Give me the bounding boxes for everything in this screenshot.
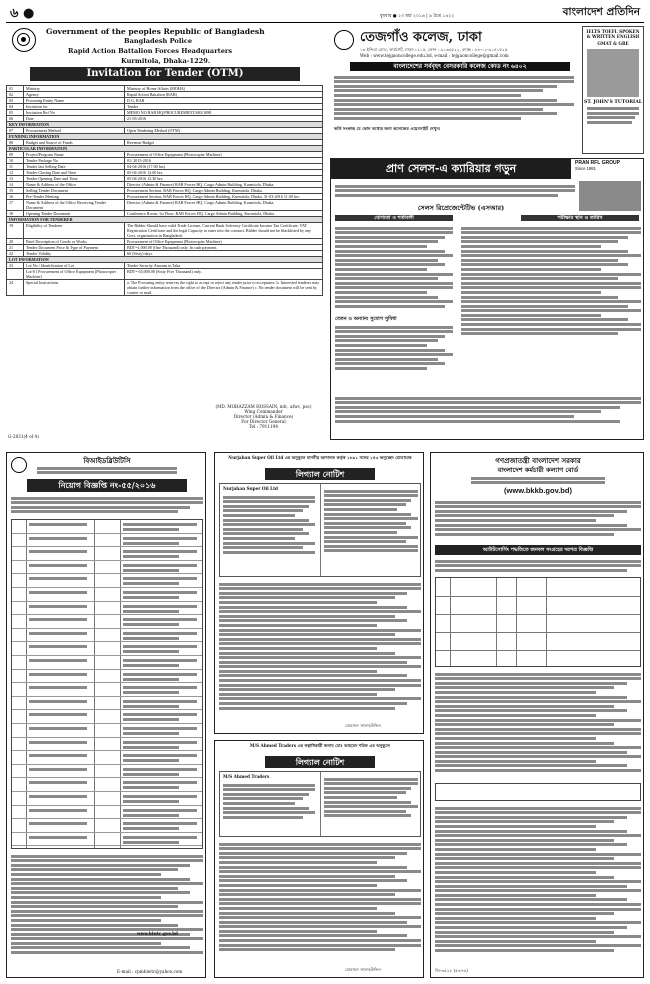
- row-number: 04: [7, 104, 24, 110]
- pran-venues: [461, 225, 641, 337]
- bkkb-ref: জি-৩৫২৮ (৫৩৭৬): [435, 968, 468, 973]
- row-number: 10: [7, 158, 24, 164]
- pran-title: প্রাণ সেলস-এ ক্যারিয়ার গড়ুন: [331, 159, 571, 179]
- table-row: [12, 724, 202, 738]
- section-label: KEY INFORMATION: [7, 122, 323, 128]
- table-row: [12, 697, 202, 711]
- row-label: Tender Opening Date and Time: [24, 176, 125, 182]
- ahmed-party-a: M/S Ahmed Traders: [223, 774, 270, 779]
- pran-col-qualification: যোগ্যতা ও শর্তাবলী: [335, 215, 453, 221]
- table-row: [12, 738, 202, 752]
- pran-position: সেলস রিপ্রেজেন্টেটিভ (এসআর): [417, 204, 505, 212]
- bkkb-conditions: [435, 671, 641, 774]
- table-row: [12, 547, 202, 561]
- table-row: [7, 200, 323, 211]
- college-highlight: বাংলাদেশের সর্ববৃহৎ বেসরকারি কলেজ কোড নং ৬৪০২: [350, 62, 570, 71]
- table-row: [12, 806, 202, 820]
- signatory-name: (MD. MOHAZZAM HOSSAIN, ndc, afwc, psc): [215, 404, 312, 409]
- rab-signature-block: [206, 404, 321, 429]
- row-number: [7, 269, 24, 280]
- row-number: 03: [7, 98, 24, 104]
- row-number: 20: [7, 239, 24, 245]
- emblem-icon: [13, 29, 34, 50]
- row-value: 60 (Sixty) days.: [125, 251, 323, 257]
- nurjahan-signature: মোহাম্মদ সালাহউদ্দিন: [345, 723, 381, 728]
- table-row: [12, 561, 202, 575]
- row-number: 23: [7, 263, 24, 269]
- row-value: Open Tendering Method (OTM): [125, 128, 323, 134]
- table-row: [12, 588, 202, 602]
- pran-since: Since 1981: [575, 166, 596, 172]
- table-row: [12, 683, 202, 697]
- biwtc-headline: নিয়োগ বিজ্ঞপ্তি নং-৫৫/২০১৬: [27, 479, 187, 492]
- bkkb-subtitle: আউটসোর্সিং পদ্ধতিতে জনবল সংগ্রহের দরপত্র বিজ্ঞপ্তি: [435, 545, 641, 555]
- row-label: Agency: [24, 92, 125, 98]
- tejgaon-college-ad: [330, 26, 644, 156]
- pran-logo: [575, 161, 641, 179]
- section-label: PARTICULAR INFORMATION: [7, 146, 323, 152]
- table-row: [12, 778, 202, 792]
- row-label: Pre-Tender Meeting: [24, 194, 125, 200]
- row-value: a. The Procuring entity reserves the right to accept or reject any tender prior to acceptance. b. Interested tenderer may obtain further information from the office of the Director (Admin & Finance) c. No tender document will be sent by courier or mail.: [125, 280, 323, 296]
- row-value: Director (Admin & Finance) RAB Forces HQ. Cargo Admin Building, Kurmitola, Dhaka.: [125, 182, 323, 188]
- table-row: [12, 670, 202, 684]
- biwtc-recruitment: [6, 452, 206, 978]
- tender-table: [6, 85, 323, 296]
- row-label: Name & Address of the Office Receiving Tender Document: [24, 200, 125, 211]
- section-label: FUNDING INFORMATION: [7, 134, 323, 140]
- row-value: BDT=1,000.00 (One Thousand) only. In cash payment.: [125, 245, 323, 251]
- table-row: [12, 751, 202, 765]
- biwtc-rows: [12, 520, 202, 848]
- table-row: [12, 642, 202, 656]
- table-row: [12, 792, 202, 806]
- st-johns-sub: GMAT & GRE: [597, 41, 629, 47]
- row-value: Revenue Budget: [125, 140, 323, 146]
- pran-career-ad: [330, 158, 644, 440]
- ahmed-parties: [219, 771, 421, 837]
- bkkb-para: [435, 558, 641, 573]
- table-row: [7, 269, 323, 280]
- row-label: Lot No / Identification of Lot: [24, 263, 125, 269]
- row-number: 17: [7, 200, 24, 211]
- hq-line: Rapid Action Battalion Forces Headquarters: [68, 47, 233, 55]
- row-label: Tender last Selling Date: [24, 164, 125, 170]
- rab-ref: G-2831(4 of 4): [8, 434, 39, 439]
- table-row: [12, 629, 202, 643]
- row-value: 05-04-2016 12.30 hrs.: [125, 176, 323, 182]
- row-value: Rapid Action Battalion (RAB): [125, 92, 323, 98]
- row-number: 19: [7, 223, 24, 239]
- nurjahan-legal-notice: [214, 452, 424, 734]
- gov-line: Government of the peoples Republic of Bangladesh: [46, 27, 265, 36]
- row-label: Tender Closing Date and Time: [24, 170, 125, 176]
- row-number: 08: [7, 140, 24, 146]
- table-row: [12, 615, 202, 629]
- row-label: Invitation for: [24, 104, 125, 110]
- row-label: Opening Tender Document: [24, 211, 125, 217]
- row-label: Lot-01 Procurement of Office Equipment (Photocopier Machine): [24, 269, 125, 280]
- table-row: [12, 602, 202, 616]
- table-row: [12, 534, 202, 548]
- masthead-rule: [6, 22, 644, 23]
- rab-emblem: [12, 28, 36, 52]
- nurjahan-parties: [219, 483, 421, 577]
- rab-title: Invitation for Tender (OTM): [30, 67, 300, 81]
- table-row: [12, 710, 202, 724]
- row-value: D.G, RAB: [125, 98, 323, 104]
- row-value: 01/ 2015-2016: [125, 158, 323, 164]
- bkkb-conditions-2: [435, 805, 641, 954]
- row-number: 14: [7, 182, 24, 188]
- biwtc-table: [11, 519, 203, 849]
- table-row: [12, 520, 202, 534]
- row-number: 22: [7, 251, 24, 257]
- ahmed-intro: M/S Ahmed Traders এর স্বত্বাধিকারী জনাব মোঃ আহমেদ শরিফ এর অনুকূলে: [249, 743, 391, 748]
- ahmed-legal-notice: [214, 740, 424, 978]
- row-value: Director (Admin & Finance) RAB Forces HQ. Cargo Admin Building, Kurmitola, Dhaka.: [125, 200, 323, 211]
- row-label: Tender Document Price & Type of Payment: [24, 245, 125, 251]
- biwtc-intro: [11, 495, 203, 515]
- college-logo: [334, 30, 354, 50]
- bkkb-subheader: [471, 475, 605, 486]
- row-value: 04-04-2016 (17.00 hrs): [125, 164, 323, 170]
- st-johns-tag: IELTS TOEFL SPOKEN & WRITTEN ENGLISH: [586, 29, 640, 40]
- row-value: Ministry of Home Affairs (MOHA): [125, 86, 323, 92]
- biwtc-conditions: [11, 853, 203, 956]
- row-label: Special Instructions: [24, 280, 125, 296]
- biwtc-logo: [11, 457, 27, 473]
- table-row: [12, 765, 202, 779]
- masthead-title: বাংলাদেশ প্রতিদিন: [562, 6, 640, 18]
- row-label: Name & Address of the Office: [24, 182, 125, 188]
- bkkb-web: (www.bkkb.gov.bd): [504, 486, 572, 495]
- college-title: তেজগাঁও কলেজ, ঢাকা: [360, 30, 482, 45]
- table-row: [12, 574, 202, 588]
- bkkb-table: [435, 577, 641, 667]
- row-number: 02: [7, 92, 24, 98]
- row-value: The Bidder Should have valid Trade License, Current Bank Solvency Certificate Income Tax Certificate, VAT Registration Certificate and the legal Capacity to enter into the contract. Bidder should not be blacklisted by any Govt. organization in Bangladesh.: [125, 223, 323, 239]
- row-label: Date: [24, 116, 125, 122]
- pran-group: PRAN RFL GROUP: [575, 160, 620, 166]
- signatory-rank: Wing Commander: [244, 409, 283, 415]
- section-label: LOT INFORMATION: [7, 257, 323, 263]
- rab-table: [6, 85, 323, 296]
- signatory-title: Director (Admin & Finance): [233, 414, 294, 420]
- bkkb-intro: [435, 499, 641, 537]
- row-label: Tender Validity: [24, 251, 125, 257]
- bkkb-header1: গণপ্রজাতন্ত্রী বাংলাদেশ সরকার: [495, 456, 581, 465]
- biwtc-org: বিআইডব্লিউটিসি: [83, 456, 131, 465]
- pran-col-interview: পরীক্ষার স্থান ও তারিখ: [521, 215, 639, 221]
- section-label: INFORMATION FOR TENDERER: [7, 217, 323, 223]
- row-value: MEMO NO RAB HQ/PROCUREMENT/683/1098: [125, 110, 323, 116]
- row-number: 16: [7, 194, 24, 200]
- row-label: Tender Package No: [24, 158, 125, 164]
- nurjahan-title: লিগ্যাল নোটিশ: [265, 468, 375, 480]
- row-number: 21: [7, 245, 24, 251]
- police-line: Bangladesh Police: [124, 37, 193, 45]
- ahmed-signature: মোহাম্মদ সালাহউদ্দিন: [345, 967, 381, 972]
- pran-footer: [335, 395, 641, 424]
- rab-address: Kurmitola, Dhaka-1229.: [121, 57, 211, 65]
- row-label: Eligibility of Tenderer: [24, 223, 125, 239]
- pran-intro: [335, 183, 575, 198]
- row-number: 15: [7, 188, 24, 194]
- college-body-text: [334, 74, 574, 122]
- row-number: 07: [7, 128, 24, 134]
- row-value: Procurement Section, RAB Forces HQ. Cargo Admin Building, Kurmitola, Dhaka. 31-03-2016 11.00 hrs.: [125, 194, 323, 200]
- row-number: 13: [7, 176, 24, 182]
- row-number: 24: [7, 280, 24, 296]
- row-number: 12: [7, 170, 24, 176]
- row-label: Budget and Source of Funds: [24, 140, 125, 146]
- row-value: BDT= 65,000.00 (Sixty Five Thousand) only.: [125, 269, 323, 280]
- pran-qualification-text: [335, 225, 453, 309]
- pran-photo: [579, 181, 641, 211]
- biwtc-web: www.biwtc.gov.bd: [137, 931, 178, 936]
- st-johns-text: [587, 107, 639, 124]
- row-number: 09: [7, 152, 24, 158]
- row-value: Procurement Section, RAB Forces HQ. Cargo Admin Building, Kurmitola, Dhaka.: [125, 188, 323, 194]
- table-row: [7, 280, 323, 296]
- pran-salary-text: [335, 324, 453, 372]
- table-row: [12, 819, 202, 833]
- row-number: 11: [7, 164, 24, 170]
- row-label: Procurement Method: [24, 128, 125, 134]
- row-label: Project/Program Name: [24, 152, 125, 158]
- biwtc-email: E-mail : cpmbiwtc@yahoo.com: [117, 969, 183, 974]
- row-value: Procurement of Office Equipment (Photocopier Machine): [125, 239, 323, 245]
- nurjahan-intro: Nurjahan Super Oil Ltd এর অনুকূলে মাননীয় আদালত কর্তৃক ১৮৯১ সনের ১৪৩ অনুচ্ছেদ মোতাবেক: [228, 455, 412, 460]
- nurjahan-body: [219, 581, 421, 711]
- page-number: ৬ ●: [10, 6, 35, 21]
- college-address: ১৬ ইন্দিরা রোড, ফার্মগেট, ঢাকা-১২১৫, ফোন : ৯১৩৪৫২২, ফ্যাক্স : ৮৮-০২-৯১৪১৫২৫: [360, 47, 508, 52]
- row-number: 06: [7, 116, 24, 122]
- bkkb-header2: বাংলাদেশ কর্মচারী কল্যাণ বোর্ড: [497, 466, 579, 474]
- signatory-tel: Tel : 7911194: [248, 424, 278, 430]
- table-row: [7, 223, 323, 239]
- pran-salary-head: বেতন ও অন্যান্য সুযোগ সুবিধা: [335, 316, 397, 322]
- st-johns-ad: [582, 26, 644, 154]
- row-value: 21-03-2016: [125, 116, 323, 122]
- row-label: Ministry: [24, 86, 125, 92]
- row-value: 05-04-2016 12.00 hrs.: [125, 170, 323, 176]
- college-web: Web : www.tejgaoncollege.edu.bd, e-mail : tejgaoncollege@gmail.com: [360, 53, 509, 58]
- masthead-dateline: বুধবার ● ২৩ মার্চ ২০১৬ | ৯ চৈত্র ১৪২২: [380, 14, 455, 19]
- st-johns-photo: [587, 49, 639, 97]
- row-number: 18: [7, 211, 24, 217]
- table-row: [12, 656, 202, 670]
- college-online-notice: ভর্তি সংক্রান্ত যে কোন তথ্যের জন্য কলেজের ওয়েবসাইট দেখুন।: [334, 126, 441, 131]
- ahmed-body: [219, 841, 421, 953]
- signatory-office: For Director General: [241, 419, 286, 425]
- row-number: 01: [7, 86, 24, 92]
- row-value: Conference Room, 1st Floor, RAB Forces HQ. Cargo Admin Building, Kurmitola, Dhaka.: [125, 211, 323, 217]
- table-row: [7, 194, 323, 200]
- table-row: [12, 833, 202, 847]
- row-label: Invitation Ref No: [24, 110, 125, 116]
- row-value: Tender: [125, 104, 323, 110]
- biwtc-subhead: [37, 465, 177, 476]
- ahmed-title: লিগ্যাল নোটিশ: [265, 756, 375, 768]
- row-label: Selling Tender Document: [24, 188, 125, 194]
- row-label: Procuring Entity Name: [24, 98, 125, 104]
- row-label: Brief Description of Goods or Works: [24, 239, 125, 245]
- row-number: 05: [7, 110, 24, 116]
- bkkb-tender-notice: [430, 452, 644, 978]
- rab-tender-notice: [6, 26, 323, 446]
- nurjahan-party-a: Nurjahan Super Oil Ltd: [223, 486, 278, 491]
- row-value: Procurement of Office Equipment (Photocopier Machine): [125, 152, 323, 158]
- st-johns-title: ST. JOHN'S TUTORIAL: [584, 100, 642, 106]
- row-value: Tender Security Amount in Taka: [125, 263, 323, 269]
- bkkb-table2: [435, 783, 641, 801]
